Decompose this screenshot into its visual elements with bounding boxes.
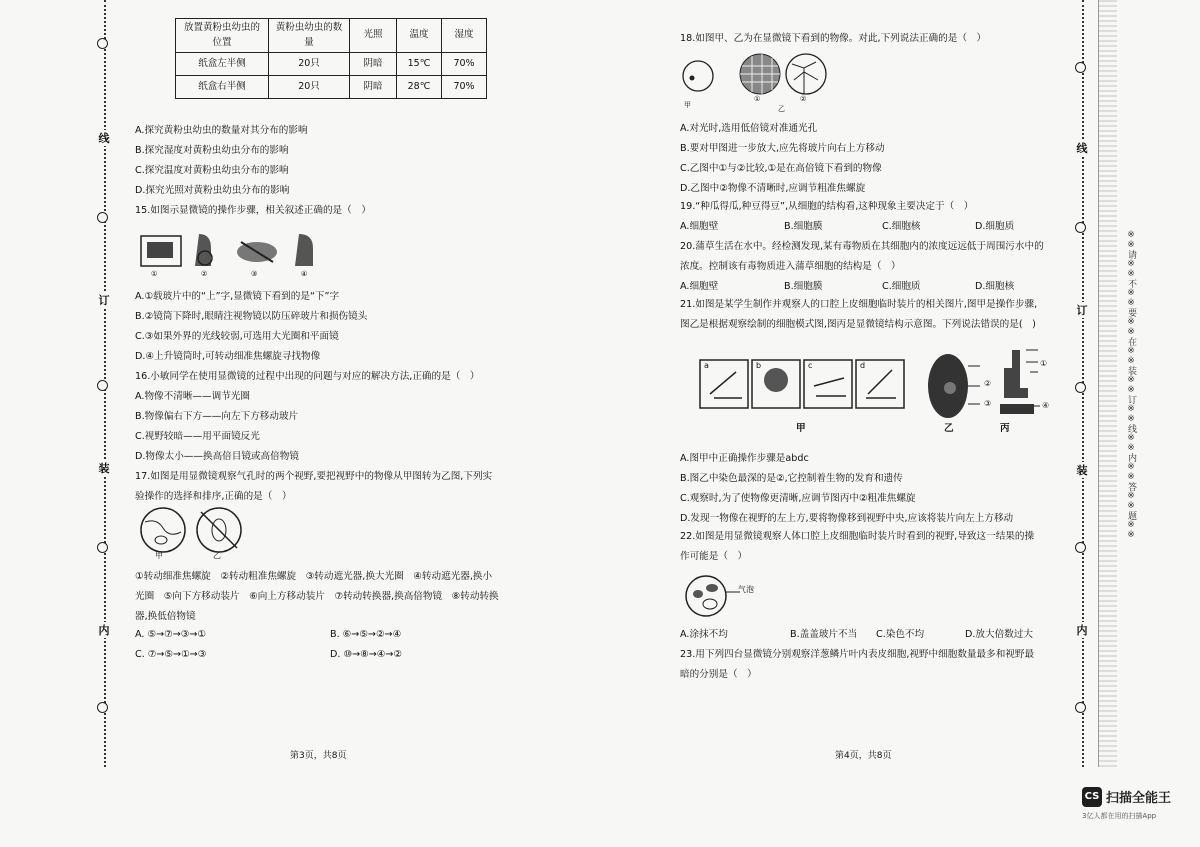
fig-label: ① (754, 95, 761, 103)
logo-subtitle: 3亿人都在用的扫描App (1082, 812, 1157, 820)
q20-option-c: C.细胞质 (882, 281, 921, 292)
page-number-right: 第4页，共8页 (835, 751, 892, 761)
q17-steps-line2: 光圈 ⑤向下方移动装片 ⑥向上方移动装片 ⑦转动转换器,换高倍物镜 ⑧转动转换 (135, 591, 499, 602)
svg-text:①: ① (151, 270, 158, 278)
q22-option-b: B.盖盖玻片不当 (790, 629, 858, 640)
q15-option-d: D.④上升镜筒时,可转动细准焦螺旋寻找物像 (135, 351, 321, 362)
q21-stem-line2: 图乙是根据观察绘制的细胞模式图,图丙是显微镜结构示意图。下列说法错误的是( ) (680, 319, 1036, 330)
q18-option-d: D.乙图中②物像不清晰时,应调节粗准焦螺旋 (680, 183, 866, 194)
fig-number: ② (984, 379, 992, 388)
q22-option-a: A.涂抹不均 (680, 629, 728, 640)
q16-stem: 16.小敏同学在使用显微镜的过程中出现的问题与对应的解决方法,正确的是（ ） (135, 371, 480, 382)
q21-option-a: A.图甲中正确操作步骤是abdc (680, 453, 809, 464)
q23-stem-line2: 暗的分别是（ ） (680, 669, 757, 680)
bubble-label: 气泡 (738, 585, 754, 594)
table-header: 湿度 (442, 19, 487, 53)
q15-stem: 15.如图示显微镜的操作步骤，相关叙述正确的是（ ） (135, 205, 371, 216)
q20-stem-line1: 20.蒲草生活在水中。经检测发现,某有毒物质在其细胞内的浓度远远低于周围污水中的 (680, 241, 1044, 252)
q21-option-b: B.图乙中染色最深的是②,它控制着生物的发育和遗传 (680, 473, 903, 484)
table-header: 黄粉虫幼虫的数量 (269, 19, 350, 53)
q19-option-d: D.细胞质 (975, 221, 1015, 232)
q17-option-c: C. ⑦→⑤→①→③ (135, 649, 207, 660)
fig-number: ④ (1042, 401, 1050, 410)
fig-label: 甲 (796, 423, 806, 434)
q23-stem-line1: 23.用下列四台显微镜分别观察洋葱鳞片叶内表皮细胞,视野中细胞数量最多和视野最 (680, 649, 1035, 660)
q15-option-b: B.②镜筒下降时,眼睛注视物镜以防压碎玻片和损伤镜头 (135, 311, 368, 322)
q20-option-a: A.细胞壁 (680, 281, 719, 292)
q22-option-c: C.染色不均 (876, 629, 925, 640)
table-header: 光照 (350, 19, 397, 53)
margin-char: 订 (94, 292, 114, 308)
fig-number: ① (1040, 359, 1048, 368)
q19-stem: 19.“种瓜得瓜,种豆得豆”,从细胞的结构看,这种现象主要决定于（ ） (680, 201, 974, 212)
q14-option-a: A.探究黄粉虫幼虫的数量对其分布的影响 (135, 125, 308, 136)
svg-text:②: ② (201, 270, 208, 278)
q22-stem-line2: 作可能是（ ） (680, 551, 748, 562)
logo-badge: CS (1082, 787, 1102, 807)
fig-step: b (756, 361, 762, 370)
q17-steps-line3: 器,换低倍物镜 (135, 611, 196, 622)
q17-stem-line1: 17.如图是用显微镜观察气孔时的两个视野,要把视野中的物像从甲图转为乙图,下列实 (135, 471, 493, 482)
q18-stem: 18.如图甲、乙为在显微镜下看到的物像。对此,下列说法正确的是（ ） (680, 33, 987, 44)
fig-label: 乙 (213, 551, 221, 560)
svg-text:④: ④ (301, 270, 308, 278)
q19-option-b: B.细胞膜 (784, 221, 823, 232)
q15-option-a: A.①载玻片中的“上”字,显微镜下看到的是“下”字 (135, 291, 340, 302)
q14-option-d: D.探究光照对黄粉虫幼虫分布的影响 (135, 185, 290, 196)
page-number-left: 第3页，共8页 (290, 751, 347, 761)
fig-number: ③ (984, 399, 992, 408)
binding-warning-text: ※※请※※不※※要※※在※※装※※订※※线※※内※※答※※题※※ (1126, 230, 1136, 540)
bubble-field-figure (684, 574, 744, 620)
margin-char: 内 (94, 622, 114, 638)
q17-option-d: D. ⑩→⑧→④→② (330, 649, 403, 660)
svg-text:③: ③ (251, 270, 258, 278)
table-header: 温度 (397, 19, 442, 53)
q15-option-c: C.③如果外界的光线较弱,可选用大光圈和平面镜 (135, 331, 339, 342)
experiment-table (175, 18, 487, 99)
margin-char: 订 (1072, 302, 1092, 318)
margin-char: 内 (1072, 622, 1092, 638)
margin-char: 线 (1072, 140, 1092, 156)
q17-steps-line1: ①转动细准焦螺旋 ②转动粗准焦螺旋 ③转动遮光器,换大光圈 ④转动遮光器,换小 (135, 571, 493, 582)
table-row: 纸盒右半侧 20只 阴暗 28℃ 70% (176, 76, 487, 99)
q21-stem-line1: 21.如图是某学生制作并观察人的口腔上皮细胞临时装片的相关图片,图甲是操作步骤, (680, 299, 1038, 310)
fig-step: c (808, 361, 813, 370)
q17-option-a: A. ⑤→⑦→③→① (135, 629, 207, 640)
q22-option-d: D.放大倍数过大 (965, 629, 1033, 640)
q16-option-a: A.物像不清晰——调节光圈 (135, 391, 250, 402)
logo-name: 扫描全能王 (1106, 791, 1172, 806)
fig-label: 乙 (944, 423, 954, 434)
scan-edge (1098, 0, 1117, 767)
table-header: 放置黄粉虫幼虫的位置 (176, 19, 269, 53)
q18-option-c: C.乙图中①与②比较,①是在高倍镜下看到的物像 (680, 163, 882, 174)
q16-option-b: B.物像偏右下方——向左下方移动玻片 (135, 411, 299, 422)
margin-char: 装 (94, 460, 114, 476)
q14-option-b: B.探究湿度对黄粉虫幼虫分布的影响 (135, 145, 289, 156)
fig-label: ② (800, 95, 807, 103)
q19-option-a: A.细胞壁 (680, 221, 719, 232)
q16-option-d: D.物像太小——换高倍目镜或高倍物镜 (135, 451, 299, 462)
q22-stem-line1: 22.如图是用显微镜观察人体口腔上皮细胞临时装片时看到的视野,导致这一结果的操 (680, 531, 1035, 542)
q17-stem-line2: 验操作的选择和排序,正确的是（ ） (135, 491, 292, 502)
right-binding-margin (1070, 0, 1096, 767)
q14-option-c: C.探究温度对黄粉虫幼虫分布的影响 (135, 165, 289, 176)
q18-option-b: B.要对甲图进一步放大,应先将玻片向右上方移动 (680, 143, 885, 154)
margin-char: 装 (1072, 462, 1092, 478)
fig-label: 甲 (684, 101, 691, 109)
scanner-watermark-logo (1082, 787, 1182, 827)
microscope-steps-figure (139, 228, 329, 278)
fig-step: d (860, 361, 866, 370)
fig-label: 乙 (778, 105, 785, 113)
q19-option-c: C.细胞核 (882, 221, 921, 232)
q17-option-b: B. ⑥→⑤→②→④ (330, 629, 402, 640)
fig-label: 甲 (155, 551, 163, 560)
q20-option-b: B.细胞膜 (784, 281, 823, 292)
fig-label: 丙 (1000, 423, 1010, 434)
q16-option-c: C.视野较暗——用平面镜反光 (135, 431, 260, 442)
q21-option-d: D.发现一物像在视野的左上方,要将物像移到视野中央,应该将装片向左上方移动 (680, 513, 1014, 524)
q18-option-a: A.对光时,选用低倍镜对准通光孔 (680, 123, 818, 134)
table-row: 纸盒左半侧 20只 阴暗 15℃ 70% (176, 53, 487, 76)
left-binding-margin (92, 0, 118, 767)
q20-option-d: D.细胞核 (975, 281, 1015, 292)
fig-step: a (704, 361, 709, 370)
q21-option-c: C.观察时,为了使物像更清晰,应调节图丙中②粗准焦螺旋 (680, 493, 916, 504)
q20-stem-line2: 浓度。控制该有毒物质进入蒲草细胞的结构是（ ） (680, 261, 901, 272)
margin-char: 线 (94, 130, 114, 146)
